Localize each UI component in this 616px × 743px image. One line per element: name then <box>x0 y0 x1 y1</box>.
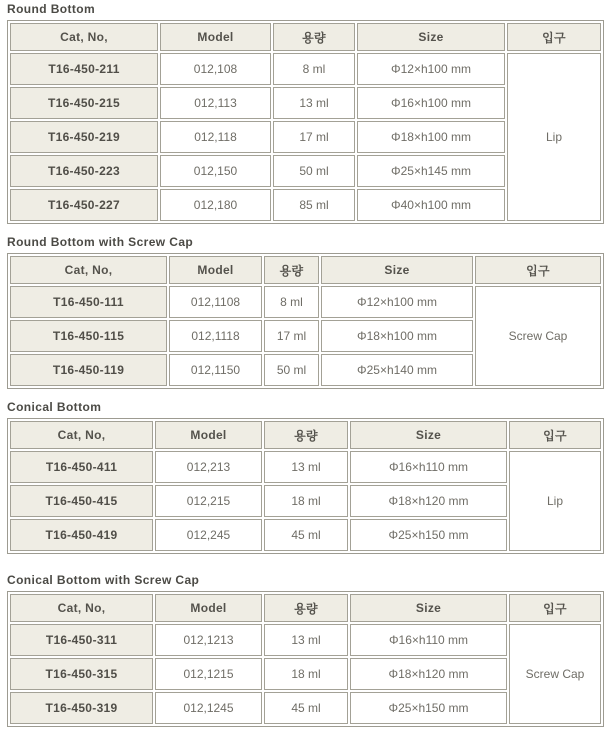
catalog-table <box>7 20 604 224</box>
size-cell: Φ25×h140 mm <box>321 354 473 386</box>
column-header-cat-no: Cat, No, <box>10 23 158 51</box>
column-header-model: Model <box>160 23 271 51</box>
size-cell: Φ16×h110 mm <box>350 451 507 483</box>
column-header-cat-no: Cat, No, <box>10 421 153 449</box>
model-cell: 012,150 <box>160 155 271 187</box>
size-cell: Φ25×h150 mm <box>350 519 507 551</box>
catalog-table <box>7 418 604 554</box>
table-header-row <box>10 594 601 622</box>
catalog-table <box>7 591 604 727</box>
model-cell: 012,113 <box>160 87 271 119</box>
capacity-cell: 45 ml <box>264 692 348 724</box>
capacity-cell: 18 ml <box>264 485 348 517</box>
capacity-cell: 50 ml <box>273 155 355 187</box>
cat-no-cell: T16-450-315 <box>10 658 153 690</box>
table-header-row <box>10 421 601 449</box>
cat-no-cell: T16-450-419 <box>10 519 153 551</box>
size-cell: Φ25×h145 mm <box>357 155 505 187</box>
product-section <box>7 401 611 554</box>
capacity-cell: 8 ml <box>273 53 355 85</box>
product-section <box>7 236 611 389</box>
table-row <box>10 451 601 483</box>
model-cell: 012,1245 <box>155 692 262 724</box>
cat-no-cell: T16-450-415 <box>10 485 153 517</box>
model-cell: 012,108 <box>160 53 271 85</box>
cat-no-cell: T16-450-215 <box>10 87 158 119</box>
column-header-capacity: 용량 <box>264 421 348 449</box>
cat-no-cell: T16-450-223 <box>10 155 158 187</box>
size-cell: Φ40×h100 mm <box>357 189 505 221</box>
column-header-size: Size <box>321 256 473 284</box>
table-header-row <box>10 23 601 51</box>
cat-no-cell: T16-450-311 <box>10 624 153 656</box>
capacity-cell: 85 ml <box>273 189 355 221</box>
size-cell: Φ18×h120 mm <box>350 485 507 517</box>
catalog-table <box>7 253 604 389</box>
mouth-type-cell: Screw Cap <box>475 286 601 386</box>
product-section <box>7 3 611 224</box>
column-header-capacity: 용량 <box>264 256 319 284</box>
column-header-model: Model <box>155 421 262 449</box>
column-header-capacity: 용량 <box>273 23 355 51</box>
cat-no-cell: T16-450-211 <box>10 53 158 85</box>
cat-no-cell: T16-450-219 <box>10 121 158 153</box>
column-header-model: Model <box>169 256 262 284</box>
model-cell: 012,1118 <box>169 320 262 352</box>
mouth-type-cell: Lip <box>509 451 601 551</box>
capacity-cell: 17 ml <box>264 320 319 352</box>
model-cell: 012,1213 <box>155 624 262 656</box>
column-header-mouth: 입구 <box>475 256 601 284</box>
column-header-mouth: 입구 <box>509 421 601 449</box>
cat-no-cell: T16-450-411 <box>10 451 153 483</box>
size-cell: Φ25×h150 mm <box>350 692 507 724</box>
model-cell: 012,118 <box>160 121 271 153</box>
column-header-size: Size <box>350 594 507 622</box>
section-title: Round Bottom with Screw Cap <box>7 235 194 249</box>
table-row <box>10 286 601 318</box>
section-title: Round Bottom <box>7 2 96 16</box>
cat-no-cell: T16-450-119 <box>10 354 167 386</box>
model-cell: 012,215 <box>155 485 262 517</box>
column-header-mouth: 입구 <box>507 23 601 51</box>
capacity-cell: 18 ml <box>264 658 348 690</box>
column-header-cat-no: Cat, No, <box>10 256 167 284</box>
product-section <box>7 574 611 727</box>
section-title: Conical Bottom with Screw Cap <box>7 573 200 587</box>
size-cell: Φ12×h100 mm <box>321 286 473 318</box>
model-cell: 012,1150 <box>169 354 262 386</box>
capacity-cell: 13 ml <box>264 624 348 656</box>
capacity-cell: 45 ml <box>264 519 348 551</box>
size-cell: Φ18×h120 mm <box>350 658 507 690</box>
section-title: Conical Bottom <box>7 400 102 414</box>
size-cell: Φ16×h100 mm <box>357 87 505 119</box>
capacity-cell: 8 ml <box>264 286 319 318</box>
column-header-model: Model <box>155 594 262 622</box>
size-cell: Φ16×h110 mm <box>350 624 507 656</box>
cat-no-cell: T16-450-319 <box>10 692 153 724</box>
column-header-cat-no: Cat, No, <box>10 594 153 622</box>
column-header-size: Size <box>350 421 507 449</box>
table-row <box>10 53 601 85</box>
mouth-type-cell: Lip <box>507 53 601 221</box>
table-header-row <box>10 256 601 284</box>
size-cell: Φ18×h100 mm <box>321 320 473 352</box>
size-cell: Φ18×h100 mm <box>357 121 505 153</box>
table-row <box>10 624 601 656</box>
cat-no-cell: T16-450-227 <box>10 189 158 221</box>
capacity-cell: 13 ml <box>264 451 348 483</box>
model-cell: 012,180 <box>160 189 271 221</box>
column-header-mouth: 입구 <box>509 594 601 622</box>
column-header-capacity: 용량 <box>264 594 348 622</box>
column-header-size: Size <box>357 23 505 51</box>
model-cell: 012,245 <box>155 519 262 551</box>
size-cell: Φ12×h100 mm <box>357 53 505 85</box>
capacity-cell: 13 ml <box>273 87 355 119</box>
cat-no-cell: T16-450-111 <box>10 286 167 318</box>
mouth-type-cell: Screw Cap <box>509 624 601 724</box>
capacity-cell: 17 ml <box>273 121 355 153</box>
capacity-cell: 50 ml <box>264 354 319 386</box>
model-cell: 012,213 <box>155 451 262 483</box>
model-cell: 012,1108 <box>169 286 262 318</box>
cat-no-cell: T16-450-115 <box>10 320 167 352</box>
model-cell: 012,1215 <box>155 658 262 690</box>
